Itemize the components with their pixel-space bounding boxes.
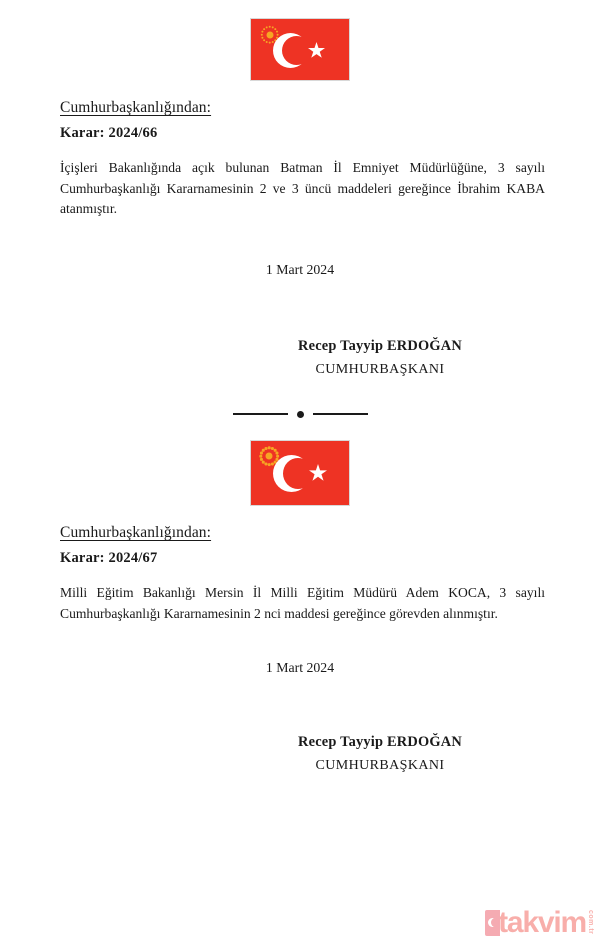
flag-sun-ray bbox=[261, 36, 264, 39]
decision-body-1: İçişleri Bakanlığında açık bulunan Batman İl Emniyet Müdürlüğüne, 3 sayılı Cumhurbaşkanlığı Kararnamesinin 2 ve 3 üncü maddeleri gereğince İbrahim KABA atanmıştır. bbox=[60, 160, 545, 217]
flag-sun-ray bbox=[268, 463, 271, 466]
turkish-flag-icon bbox=[250, 440, 350, 506]
section-heading-1: Cumhurbaşkanlığından: bbox=[60, 99, 212, 116]
signature-name-1: Recep Tayyip ERDOĞAN bbox=[298, 337, 462, 354]
flag-sun-ray bbox=[264, 462, 267, 465]
divider-bar-left bbox=[233, 413, 288, 415]
section-heading-2: Cumhurbaşkanlığından: bbox=[60, 523, 212, 541]
decision-number-2: Karar: 2024/67 bbox=[60, 549, 158, 566]
flag-crescent-cut bbox=[283, 458, 313, 489]
flag-container-2 bbox=[0, 440, 600, 506]
flag-sun-ray bbox=[268, 446, 271, 449]
watermark-brand: takvim bbox=[498, 906, 586, 939]
signature-title-1: CUMHURBAŞKANI bbox=[315, 361, 445, 377]
flag-sun-ray bbox=[260, 33, 263, 36]
section-divider bbox=[0, 411, 600, 418]
flag-sun-ray bbox=[265, 41, 268, 44]
decision-section-1 bbox=[0, 0, 600, 378]
decision-number-1: Karar: 2024/66 bbox=[60, 125, 158, 141]
flag-container-1 bbox=[0, 0, 600, 81]
watermark-moon-cut bbox=[491, 918, 499, 927]
flag-sun-core bbox=[266, 31, 273, 38]
divider-bar-right bbox=[313, 413, 368, 415]
flag-sun-ray bbox=[276, 455, 279, 458]
flag-sun-core bbox=[266, 452, 273, 459]
decision-section-2 bbox=[0, 440, 600, 774]
flag-sun-ray bbox=[263, 39, 266, 42]
divider-dot bbox=[297, 411, 304, 418]
site-watermark bbox=[485, 908, 594, 938]
watermark-crescent-icon bbox=[485, 910, 500, 936]
flag-sun-ray bbox=[261, 30, 264, 33]
decision-date-1: 1 Mart 2024 bbox=[265, 261, 335, 277]
flag-sun-ray bbox=[276, 30, 279, 33]
flag-sun-ray bbox=[260, 451, 263, 454]
flag-sun-ray bbox=[275, 451, 278, 454]
decision-date-2: 1 Mart 2024 bbox=[265, 660, 335, 676]
flag-sun-ray bbox=[268, 41, 271, 44]
turkish-flag-icon bbox=[250, 18, 350, 81]
flag-sun-ray bbox=[259, 455, 262, 458]
flag-sun-ray bbox=[262, 461, 265, 464]
signature-name-2: Recep Tayyip ERDOĞAN bbox=[298, 734, 462, 751]
watermark-tld: com.tr bbox=[587, 909, 594, 935]
flag-sun-ray bbox=[260, 458, 263, 461]
signature-title-2: CUMHURBAŞKANI bbox=[315, 758, 445, 774]
flag-sun-ray bbox=[271, 462, 274, 465]
watermark-moon bbox=[488, 918, 497, 927]
decision-body-2: Milli Eğitim Bakanlığı Mersin İl Milli Eğitim Müdürü Adem KOCA, 3 sayılı Cumhurbaşkanlığı Kararnamesinin 2 nci maddesi gereğince görevden alınmıştır. bbox=[60, 584, 545, 621]
flag-crescent-cut bbox=[282, 36, 311, 65]
flag-sun-ray bbox=[264, 447, 267, 450]
